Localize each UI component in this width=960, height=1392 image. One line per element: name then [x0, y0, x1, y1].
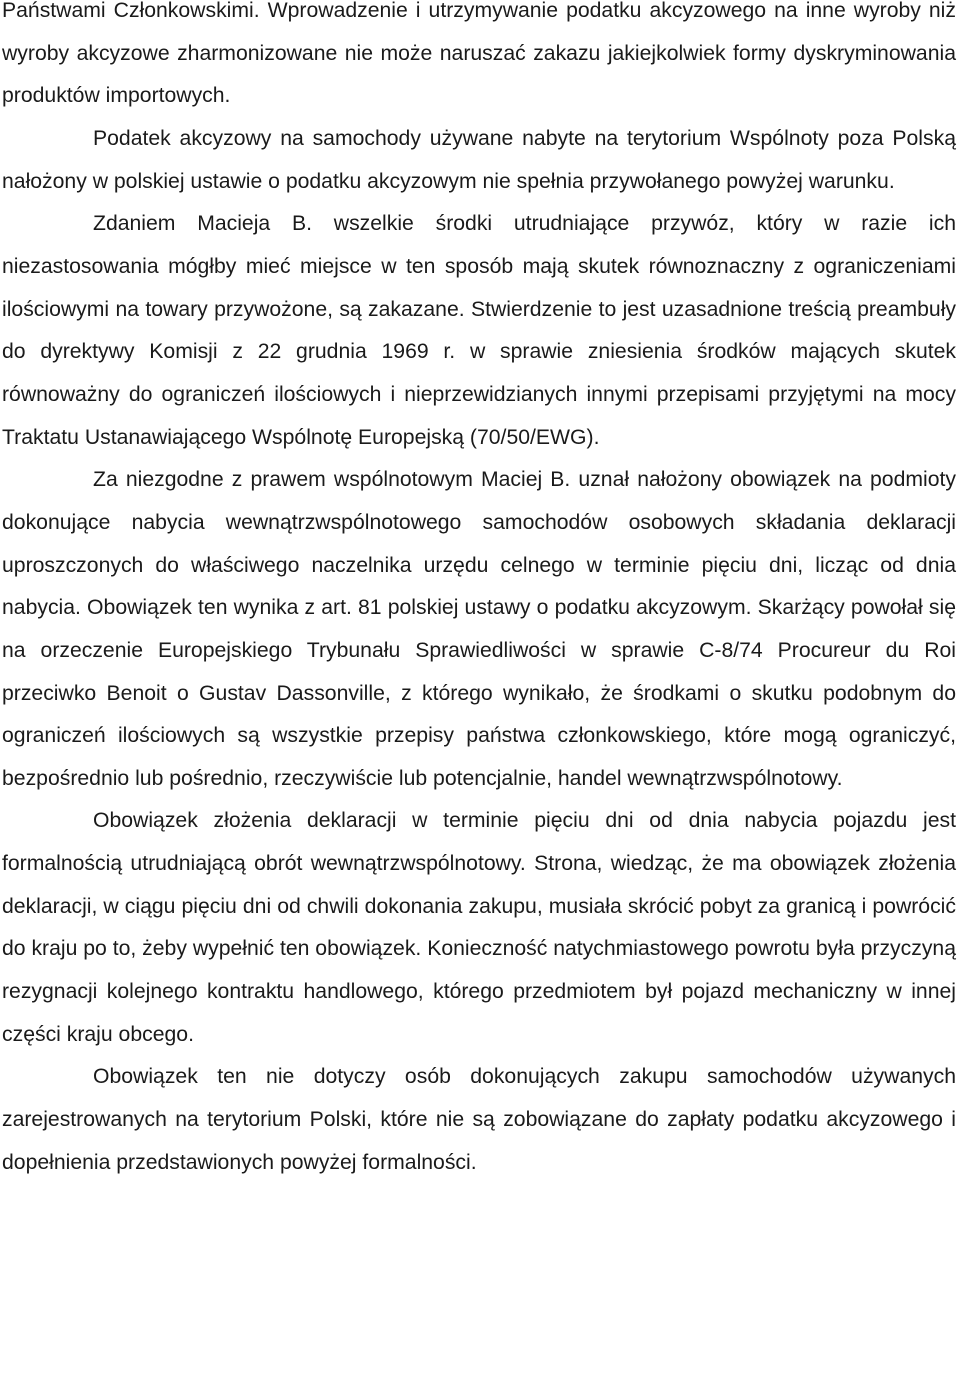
paragraph-continuation: Państwami Członkowskimi. Wprowadzenie i utrzymywanie podatku akcyzowego na inne wyroby niż wyroby akcyzowe zharmonizowane nie może naruszać zakazu jakiejkolwiek formy dyskryminowania produktów importowych. [2, 0, 956, 108]
paragraph-formality: Obowiązek złożenia deklaracji w terminie pięciu dni od dnia nabycia pojazdu jest formalnością utrudniającą obrót wewnątrzwspólnotowy. Strona, wiedząc, że ma obowiązek złożenia deklaracji, w ciągu pięciu dni od chwili dokonania zakupu, musiała skrócić pobyt za granicą i powrócić do kraju po to, żeby wypełnić ten obowiązek. Konieczność natychmiastowego powrotu była przyczyną rezygnacji kolejnego kontraktu handlowego, którego przedmiotem był pojazd mechaniczny w innej części kraju obcego. [2, 809, 956, 1046]
paragraph-domestic-purchase: Obowiązek ten nie dotyczy osób dokonujących zakupu samochodów używanych zarejestrowanych na terytorium Polski, które nie są zobowiązane do zapłaty podatku akcyzowego i dopełnienia przedstawionych powyżej formalności. [2, 1065, 956, 1174]
paragraph-maciej-opinion: Zdaniem Macieja B. wszelkie środki utrudniające przywóz, który w razie ich niezastosowania mógłby mieć miejsce w ten sposób mają skutek równoznaczny z ograniczeniami ilościowymi na towary przywożone, są zakazane. Stwierdzenie to jest uzasadnione treścią preambuły do dyrektywy Komisji z 22 grudnia 1969 r. w sprawie zniesienia środków mających skutek równoważny do ograniczeń ilościowych i nieprzewidzianych innymi przepisami przyjętymi na mocy Traktatu Ustanawiającego Wspólnotę Europejską (70/50/EWG). [2, 212, 956, 449]
paragraph-excise-tax: Podatek akcyzowy na samochody używane nabyte na terytorium Wspólnoty poza Polską nałożony w polskiej ustawie o podatku akcyzowym nie spełnia przywołanego powyżej warunku. [2, 126, 956, 193]
paragraph-declaration-obligation: Za niezgodne z prawem wspólnotowym Maciej B. uznał nałożony obowiązek na podmioty dokonujące nabycia wewnątrzwspólnotowego samochodów osobowych składania deklaracji uproszczonych do właściwego naczelnika urzędu celnego w terminie pięciu dni, licząc od dnia nabycia. Obowiązek ten wynika z art. 81 polskiej ustawy o podatku akcyzowym. Skarżący powołał się na orzeczenie Europejskiego Trybunału Sprawiedliwości w sprawie C-8/74 Procureur du Roi przeciwko Benoit o Gustav Dassonville, z którego wynikało, że środkami o skutku podobnym do ograniczeń ilościowych są wszystkie przepisy państwa członkowskiego, które mogą ograniczyć, bezpośrednio lub pośrednio, rzeczywiście lub potencjalnie, handel wewnątrzwspólnotowy. [2, 468, 956, 790]
document-page [2, 0, 956, 1184]
